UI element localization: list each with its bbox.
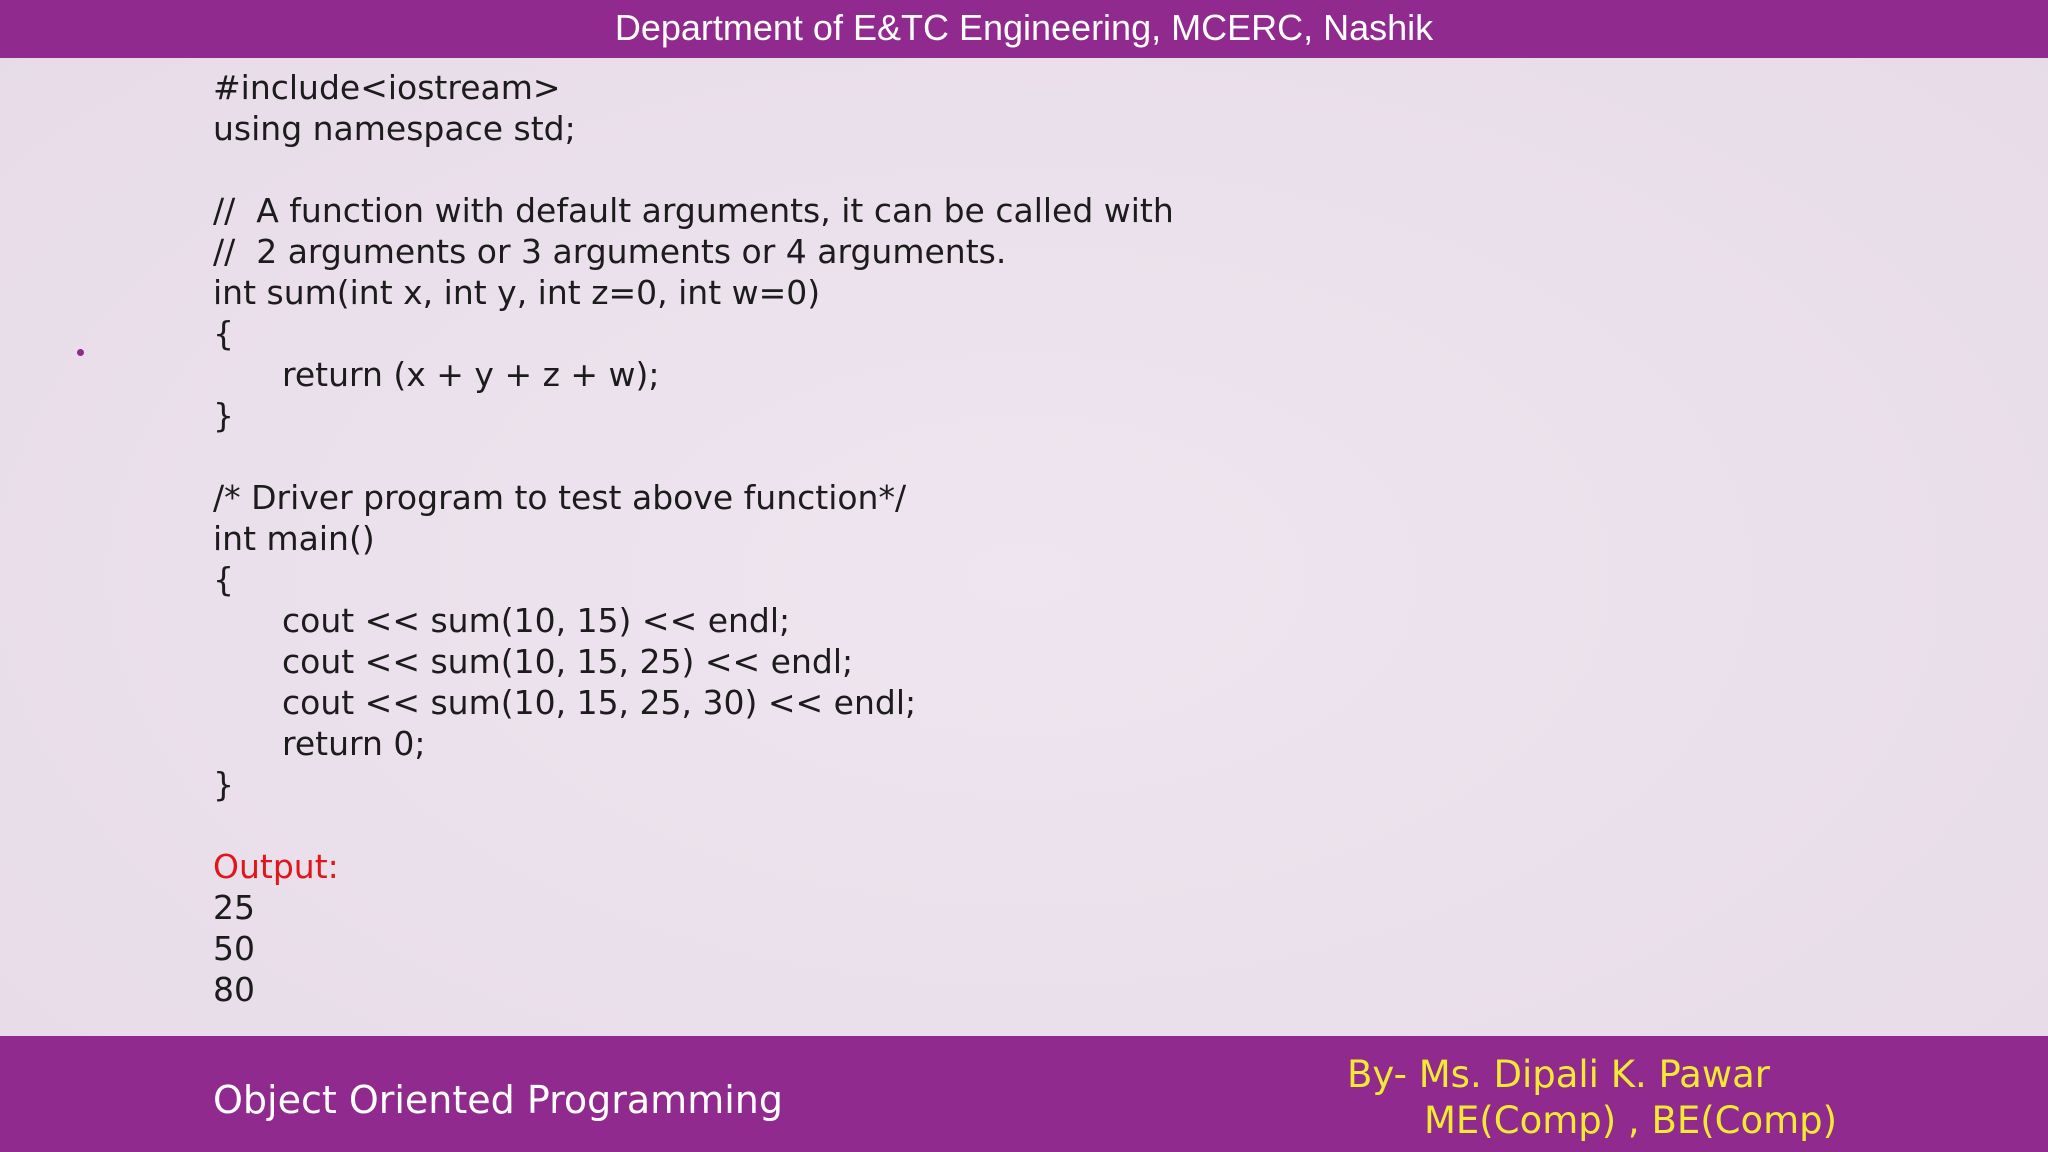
author-degree: ME(Comp) , BE(Comp)	[1424, 1099, 1838, 1142]
author-name: By- Ms. Dipali K. Pawar	[1347, 1053, 1770, 1096]
code-line: #include<iostream>	[213, 68, 561, 107]
code-line: int sum(int x, int y, int z=0, int w=0)	[213, 273, 821, 312]
code-block	[213, 67, 1713, 1010]
output-value: 50	[213, 929, 255, 968]
header-bar	[0, 0, 2048, 58]
blank-line	[213, 805, 1713, 846]
code-comment: /* Driver program to test above function*/	[213, 478, 907, 517]
header-title: Department of E&TC Engineering, MCERC, Nashik	[614, 7, 1434, 48]
output-value: 25	[213, 888, 255, 927]
code-comment: // 2 arguments or 3 arguments or 4 arguments.	[213, 232, 1007, 271]
code-line: {	[213, 560, 234, 599]
course-title: Object Oriented Programming	[213, 1078, 783, 1122]
blank-line	[213, 149, 1713, 190]
bullet-dot-icon	[77, 349, 84, 356]
output-label: Output:	[213, 847, 339, 886]
blank-line	[213, 436, 1713, 477]
output-value: 80	[213, 970, 255, 1009]
code-line: return 0;	[282, 724, 426, 763]
code-line: cout << sum(10, 15, 25, 30) << endl;	[282, 683, 917, 722]
code-line: cout << sum(10, 15) << endl;	[282, 601, 791, 640]
code-line: }	[213, 765, 234, 804]
code-line: {	[213, 314, 234, 353]
code-line: return (x + y + z + w);	[282, 355, 660, 394]
code-line: cout << sum(10, 15, 25) << endl;	[282, 642, 854, 681]
code-line: }	[213, 396, 234, 435]
code-comment: // A function with default arguments, it can be called with	[213, 191, 1174, 230]
code-line: int main()	[213, 519, 375, 558]
code-line: using namespace std;	[213, 109, 576, 148]
